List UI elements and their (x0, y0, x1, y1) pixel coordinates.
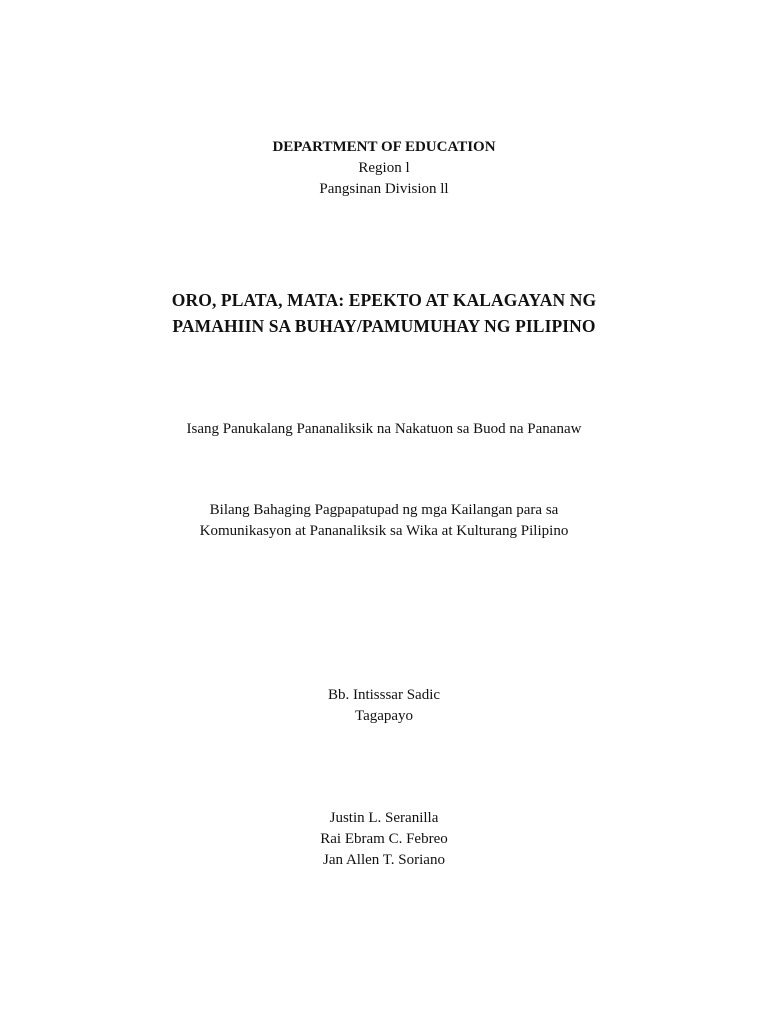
division-label: Pangsinan Division ll (319, 181, 449, 197)
department-heading: DEPARTMENT OF EDUCATION (272, 139, 496, 155)
adviser-name: Bb. Intisssar Sadic (327, 687, 441, 703)
research-title-line-2: PAMAHIIN SA BUHAY/PAMUMUHAY NG PILIPINO (172, 316, 596, 336)
purpose-line-1: Bilang Bahaging Pagpapatupad ng mga Kailangan para sa (209, 502, 559, 518)
author-name: Justin L. Seranilla (329, 810, 439, 826)
author-name: Rai Ebram C. Febreo (320, 831, 448, 847)
adviser-role: Tagapayo (354, 708, 414, 724)
author-name: Jan Allen T. Soriano (323, 852, 445, 868)
research-title-line-1: ORO, PLATA, MATA: EPEKTO AT KALAGAYAN NG (171, 290, 597, 310)
region-label: Region l (358, 160, 410, 176)
purpose-line-2: Komunikasyon at Pananaliksik sa Wika at Kulturang Pilipino (199, 523, 569, 539)
proposal-subtitle: Isang Panukalang Pananaliksik na Nakatuon sa Buod na Pananaw (186, 421, 582, 437)
